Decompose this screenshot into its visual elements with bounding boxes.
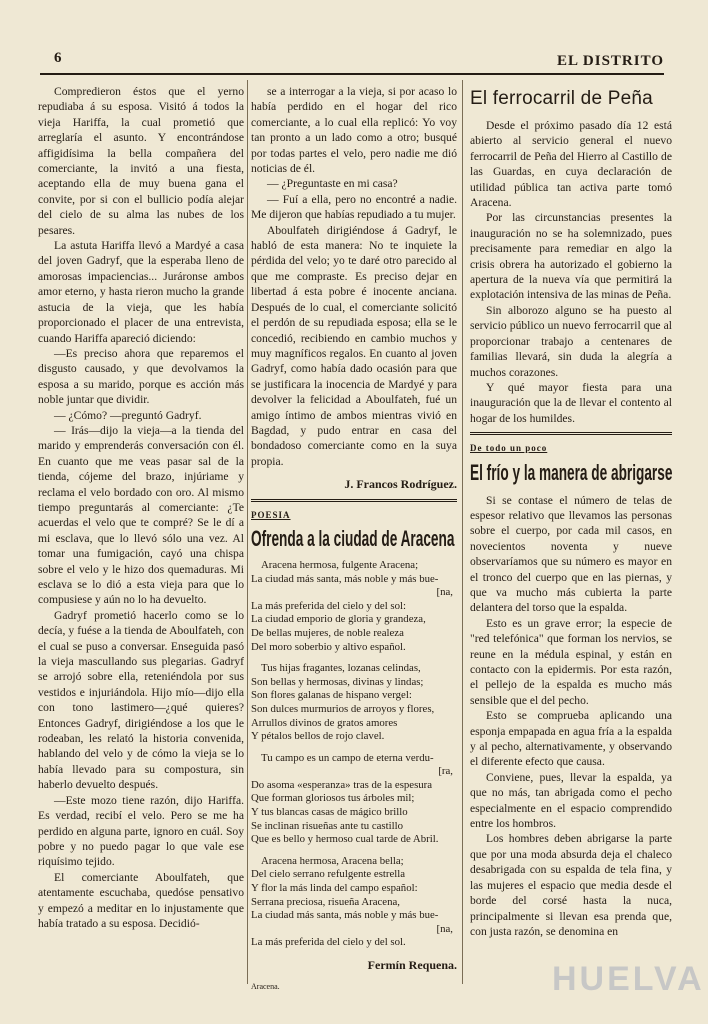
poem-line: Do asoma «esperanza» tras de la espesura <box>251 778 433 791</box>
paragraph: Conviene, pues, llevar la espalda, ya que no más, tan abrigada como el pecho especialmente en el espacio comprendido entre los hombros. <box>470 770 672 831</box>
column-divider <box>247 80 248 984</box>
paragraph: Y qué mayor fiesta para una inauguración que la de llevar el contento al hogar de los humildes. <box>470 380 672 425</box>
poem-line: Que es bello y hermoso cual tarde de Abril. <box>251 833 439 846</box>
poem-line: [na, <box>436 586 453 599</box>
poem-line: Del moro soberbio y altivo español. <box>251 640 406 653</box>
section-rule <box>470 432 672 435</box>
column-1-story <box>38 84 244 931</box>
poem-title: Ofrenda a la ciudad de Aracena <box>251 525 455 551</box>
poem-line: Se inclinan risueñas ante tu castillo <box>251 819 404 832</box>
paragraph: Si se contase el número de telas de espesor relativo que llevamos las personas sobre el cuerpo, por cada mil casos, en novecientos noventa y nueve observaríamos que su número es mayor en el tronco del cuerpo que en las piernas, y que va mucho más cubierta la parte delantera del torso que la espalda. <box>470 493 672 615</box>
article-title-frio: El frío y la manera de abrigarse <box>470 459 673 485</box>
poem-line: [ra, <box>438 765 453 778</box>
paragraph: El comerciante Aboulfateh, que atentamente escuchaba, quedóse pensativo y empezó a meditar en lo injustamente que había tratado a su esposa. Decidió- <box>38 870 244 930</box>
page-header <box>40 50 664 72</box>
poem-line: La ciudad más santa, más noble y más bue- <box>251 909 439 922</box>
poem-line: [na, <box>436 922 453 935</box>
paragraph: Los hombres deben abrigarse la parte que por una moda absurda deja el chaleco desabrigada con su espalda de tela fina, y las mujeres el espacio que media desde el borde del corsé hasta la nuca, principalmente si llevan esa prenda que, con justa razón, se denomina en <box>470 832 672 938</box>
poem-line: Y tus blancas casas de mágico brillo <box>251 806 408 819</box>
poem-line: Arrullos divinos de gratos amores <box>251 716 398 729</box>
paragraph: Aboulfateh dirigiéndose á Gadryf, le habló de esta manera: No te inquiete la pérdida del velo; yo te daré otro parecido al que me compraste. Es preciso dejar en libertad á esta pobre é inocente anciana. Después de lo cual, el comerciante solicitó el perdón de su repudiada esposa; ella se le concedió, recibiendo en cambio muchos y muy magníficos regalos. En cuanto al joven Gadryf, como había dado ocasión para que se justificara la inocencia de Mardyé y para devolver la felicidad a Aboulfateh, fué un amigo íntimo de ambos mientras vivió en Bagdad, y pudo entrar en casa del bondadoso comerciante como en la suya propia. <box>251 223 457 468</box>
paragraph: Compredieron éstos que el yerno repudiaba á su esposa. Visitó á todos la vieja Hariffa, la cual prometió que arreglaría el asunto. Y encontrándose affigidísima la bella compañera del comerciante, la invitó a una fiesta, aceptando ella de muy buena gana el convite, por si con el bullicio podía alejar del cielo de su alma las nubes de los pesares. <box>38 85 244 237</box>
paragraph: se a interrogar a la vieja, si por acaso lo había perdido en el hogar del rico comerciante, a lo cual ella replicó: Yo voy tan pronto a un lado como a otro; busqué por todas partes el velo, pero nadie me dió noticias de él. <box>251 85 457 176</box>
poem <box>251 559 457 950</box>
poem-line: La más preferida del cielo y del sol: <box>251 599 406 612</box>
poem-line: De bellas mujeres, de noble realeza <box>251 626 404 639</box>
poem-line: La ciudad emporio de gloria y grandeza, <box>251 613 426 626</box>
poem-line: Serrana preciosa, risueña Aracena, <box>251 895 400 908</box>
poem-line: Del cielo serrano refulgente estrella <box>251 868 406 881</box>
poem-line: Son bellas y hermosas, divinas y lindas; <box>251 675 424 688</box>
paragraph: Por las circunstancias presentes la inauguración no se ha solemnizado, pues precisamente para remediar en algo la crisis obrera ha autorizado el gobierno la apertura de la nueva vía que permitirá la explotación intensiva de las minas de Peña. <box>470 211 672 302</box>
poem-stanza <box>251 662 457 744</box>
header-rule <box>40 73 664 75</box>
section-rule <box>251 499 457 502</box>
poem-line: Y flor la más linda del campo español: <box>251 882 418 895</box>
poem-stanza <box>251 559 457 654</box>
paragraph: — ¿Cómo? —preguntó Gadryf. <box>54 408 202 422</box>
paragraph: Esto se comprueba aplicando una esponja empapada en agua fría a la espalda y al pecho, alternativamente, y observando el diferente efecto que causa. <box>470 709 672 769</box>
poem-line: Tus hijas fragantes, lozanas celindas, <box>261 662 421 675</box>
paragraph: Gadryf prometió hacerlo como se lo decía, y fuése a la tienda de Aboulfateh, con el cual se puso a conversar. Enseguida pasó la vieja mascullando sus plegarias. Gadryf se arrojó sobre ella, reteniéndola por sus vestidos e injuriándola. Hijo mío—dijo ella con tono lastimero—¿qué quieres? Entonces Gadryf, dirigiéndose a los que le rodeaban, les relató la historia convenida, hablando del velo y de cómo la vieja se lo había llevado para su compostura, sin haberlo devuelto después. <box>38 608 244 792</box>
section-label-de-todo-un-poco: De todo un poco <box>470 443 548 454</box>
poem-line: Y pétalos bellos de rojo clavel. <box>251 730 385 743</box>
poem-line: Aracena hermosa, fulgente Aracena; <box>261 558 419 571</box>
poem-signature: Fermín Requena. <box>367 958 457 972</box>
paragraph: — ¿Preguntaste en mi casa? <box>267 177 398 191</box>
paragraph: Desde el próximo pasado día 12 está abierto al servicio general el nuevo ferrocarril de Peña del Hierro al Castillo de las Guardas, en cuya declaración de utilidad pública tan activa parte tomó Aracena. <box>470 119 672 210</box>
poem-place: Aracena. <box>251 982 280 992</box>
newspaper-title: EL DISTRITO <box>556 53 664 69</box>
paragraph: Esto es un grave error; la especie de "red telefónica" que forman los nervios, se reune en la médula espinal, y están en contacto con la epidermis. Por esta razón, el pellejo de la espalda es mucho más sensible que el del pecho. <box>470 616 672 707</box>
paragraph: Sin alborozo alguno se ha puesto al servicio público un nuevo ferrocarril que al proporcionar trabajo a centenares de familias llevará, sin duda la alegría a muchos corazones. <box>470 303 672 379</box>
poem-line: Son dulces murmurios de arroyos y flores, <box>251 702 435 715</box>
page-number: 6 <box>54 50 62 66</box>
column-divider <box>462 80 463 984</box>
poem-stanza <box>251 752 457 847</box>
paragraph: La astuta Hariffa llevó a Mardyé a casa del joven Gadryf, que la esperaba lleno de amorosas impaciencias... Juráronse ambos amor eterno, y hasta rieron mucho la grande astucia de la vieja, que les había proporcionado el placer de una entrevista, cuando Hariffa apareció diciendo: <box>38 239 244 345</box>
archive-watermark: HUELVA <box>552 960 705 998</box>
section-label-poesia: POESIA <box>251 509 291 520</box>
poem-line: Tu campo es un campo de eterna verdu- <box>261 751 434 764</box>
story-signature: J. Francos Rodríguez. <box>344 477 457 492</box>
poem-line: La ciudad más santa, más noble y más bue- <box>251 572 439 585</box>
poem-line: Que forman gloriosos tus árboles mil; <box>251 792 415 805</box>
paragraph: —Este mozo tiene razón, dijo Hariffa. Es verdad, recibí el velo. Pero se me ha perdido en alguna parte, ignoro en cuál. Soy pobre y no puedo pagar lo que vale ese riquísimo tejido. <box>38 793 244 869</box>
paragraph: —Es preciso ahora que reparemos el disgusto causado, y que devolvamos la esposa a su marido, porque es acción más noble juntar que dividir. <box>38 346 244 407</box>
poem-stanza <box>251 855 457 950</box>
column-2 <box>251 84 457 995</box>
article-title-ferrocarril: El ferrocarril de Peña <box>470 88 653 109</box>
poem-line: Son flores galanas de hispano vergel: <box>251 689 412 702</box>
poem-line: Aracena hermosa, Aracena bella; <box>261 854 404 867</box>
paragraph: — Fuí a ella, pero no encontré a nadie. Me dijeron que habías repudiado a tu mujer. <box>251 192 457 222</box>
poem-line: La más preferida del cielo y del sol. <box>251 936 406 949</box>
column-3 <box>470 84 672 939</box>
paragraph: — Irás—dijo la vieja—a la tienda del marido y emprenderás conversación con él. En cuanto que me veas pasar sal de la tienda, cójeme del brazo, injúriame y reclama el velo bordado con oro. Al mismo tiempo preguntarás al comerciante: ¿Te acuerdas el velo que te compré? Se le dí a mi esclava, que lo llevó sólo una vez. Al tomar una fumigación, cayó una chispa sobre el velo y le hizo dos quemaduras. Mi esclava se lo dió a esta vieja para que lo compusiese y aún no lo ha devuelto. <box>38 423 244 607</box>
